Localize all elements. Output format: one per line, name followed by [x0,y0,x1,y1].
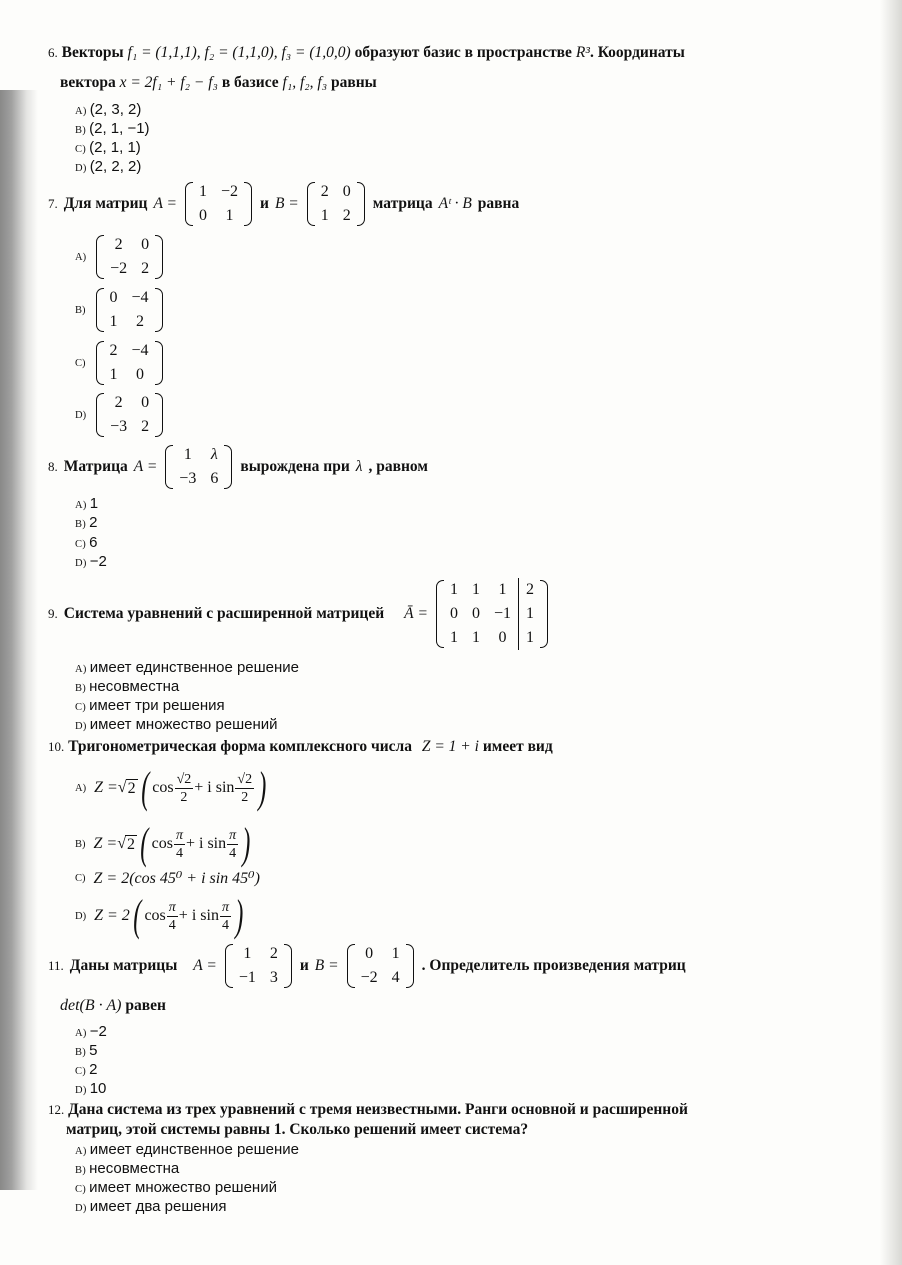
q11-matrix-a: 1 2 −1 3 [223,942,294,990]
q8-stem: 8. Матрица A = 1 λ −3 6 вырождена при λ , равном [48,443,428,491]
q11-option-a[interactable]: A) −2 [75,1023,107,1040]
q9-option-b[interactable]: B) несовместна [75,678,180,695]
q10-option-b[interactable]: B) Z = √ 2 ( cos $\frac{\pi}{4}$ + i sin $\frac{\pi}{4}$ ) [75,819,251,868]
q11-option-b[interactable]: B) 5 [75,1042,98,1059]
q12-option-d[interactable]: D) имеет два решения [75,1198,227,1215]
q12-option-a[interactable]: A) имеет единственное решение [75,1141,300,1158]
scan-binding-shadow [0,90,38,1190]
q7-matrix-b: 2 0 1 2 [305,180,367,228]
q9-stem: 9. Система уравнений с расширенной матрицей Ā = 1 1 1 2 0 0 −1 1 1 1 0 1 [48,578,550,650]
q7-option-b[interactable]: B) 0 −4 1 2 [75,286,165,334]
q7-matrix-a: 1 −2 0 1 [183,180,254,228]
scan-right-edge [880,0,902,1265]
q9-option-c[interactable]: C) имеет три решения [75,697,225,714]
q12-option-b[interactable]: B) несовместна [75,1160,180,1177]
q7-option-c-matrix: 2 −4 1 0 [94,339,165,387]
q9-option-a[interactable]: A) имеет единственное решение [75,659,300,676]
q8-option-b[interactable]: B) 2 [75,514,98,531]
q8-option-a[interactable]: A) 1 [75,495,99,512]
q10-b-frac-1: $\frac{\pi}{4}$ [175,827,183,861]
q6-option-d[interactable]: D) (2, 2, 2) [75,158,142,175]
q11-option-d[interactable]: D) 10 [75,1080,107,1097]
q9-augmented-matrix: 1 1 1 2 0 0 −1 1 1 1 0 1 [434,578,550,650]
q6-option-c[interactable]: C) (2, 1, 1) [75,139,141,156]
q11-matrix-b: 0 1 −2 4 [345,942,416,990]
q6-option-b[interactable]: B) (2, 1, −1) [75,120,150,137]
q7-option-a-matrix: 2 0 −2 2 [94,233,165,281]
q8-option-c[interactable]: C) 6 [75,534,98,551]
q7-option-b-matrix: 0 −4 1 2 [94,286,165,334]
q10-d-frac-2: $\frac{\pi}{4}$ [221,899,229,933]
q10-a-frac-2: $\frac{√2}{2}$ [237,771,253,805]
q7-option-d-matrix: 2 0 −3 2 [94,391,165,439]
q10-d-frac-1: $\frac{\pi}{4}$ [168,899,176,933]
q11-line2: det(B · A) равен [60,997,166,1014]
q10-option-c[interactable]: C) Z = 2(cos 45⁰ + i sin 45⁰) [75,870,260,887]
q10-a-frac-1: $\frac{√2}{2}$ [176,771,192,805]
q10-option-a[interactable]: A) Z = √ 2 ( cos $\frac{√2}{2}$ + i sin $\frac{√2}{2}$ ) [75,763,267,812]
q8-matrix-a: 1 λ −3 6 [163,443,234,491]
q10-b-frac-2: $\frac{\pi}{4}$ [229,827,237,861]
q6-line1: 6. Векторы f₁ = (1,1,1), f₂ = (1,1,0), f₃ = (1,0,0) образуют базис в пространстве R³. Координаты [48,44,685,61]
q7-option-c[interactable]: C) 2 −4 1 0 [75,339,165,387]
q7-stem: 7. Для матриц A = 1 −2 0 1 и B = 2 0 1 2 матрица Aᵗ · B равна [48,180,519,228]
q8-option-d[interactable]: D) −2 [75,553,107,570]
q7-option-a[interactable]: A) 2 0 −2 2 [75,233,165,281]
q11-stem: 11. Даны матрицы A = 1 2 −1 3 и B = 0 1 −2 4 . Определитель произведения матриц [48,942,686,990]
q10-option-d[interactable]: D) Z = 2 ( cos $\frac{\pi}{4}$ + i sin $\frac{\pi}{4}$ ) [75,891,244,940]
q7-option-d[interactable]: D) 2 0 −3 2 [75,391,165,439]
q9-option-d[interactable]: D) имеет множество решений [75,716,278,733]
q10-stem: 10. Тригонометрическая форма комплексного числа Z = 1 + i имеет вид [48,738,553,755]
q6-option-a[interactable]: A) (2, 3, 2) [75,101,142,118]
q12-line1: 12. Дана система из трех уравнений с тремя неизвестными. Ранги основной и расширенной [48,1101,688,1118]
q11-option-c[interactable]: C) 2 [75,1061,98,1078]
q12-line2: матриц, этой системы равны 1. Сколько решений имеет система? [66,1121,529,1138]
q12-option-c[interactable]: C) имеет множество решений [75,1179,277,1196]
q6-line2: вектора x = 2f₁ + f₂ − f₃ в базисе f₁, f₂, f₃ равны [60,74,377,91]
